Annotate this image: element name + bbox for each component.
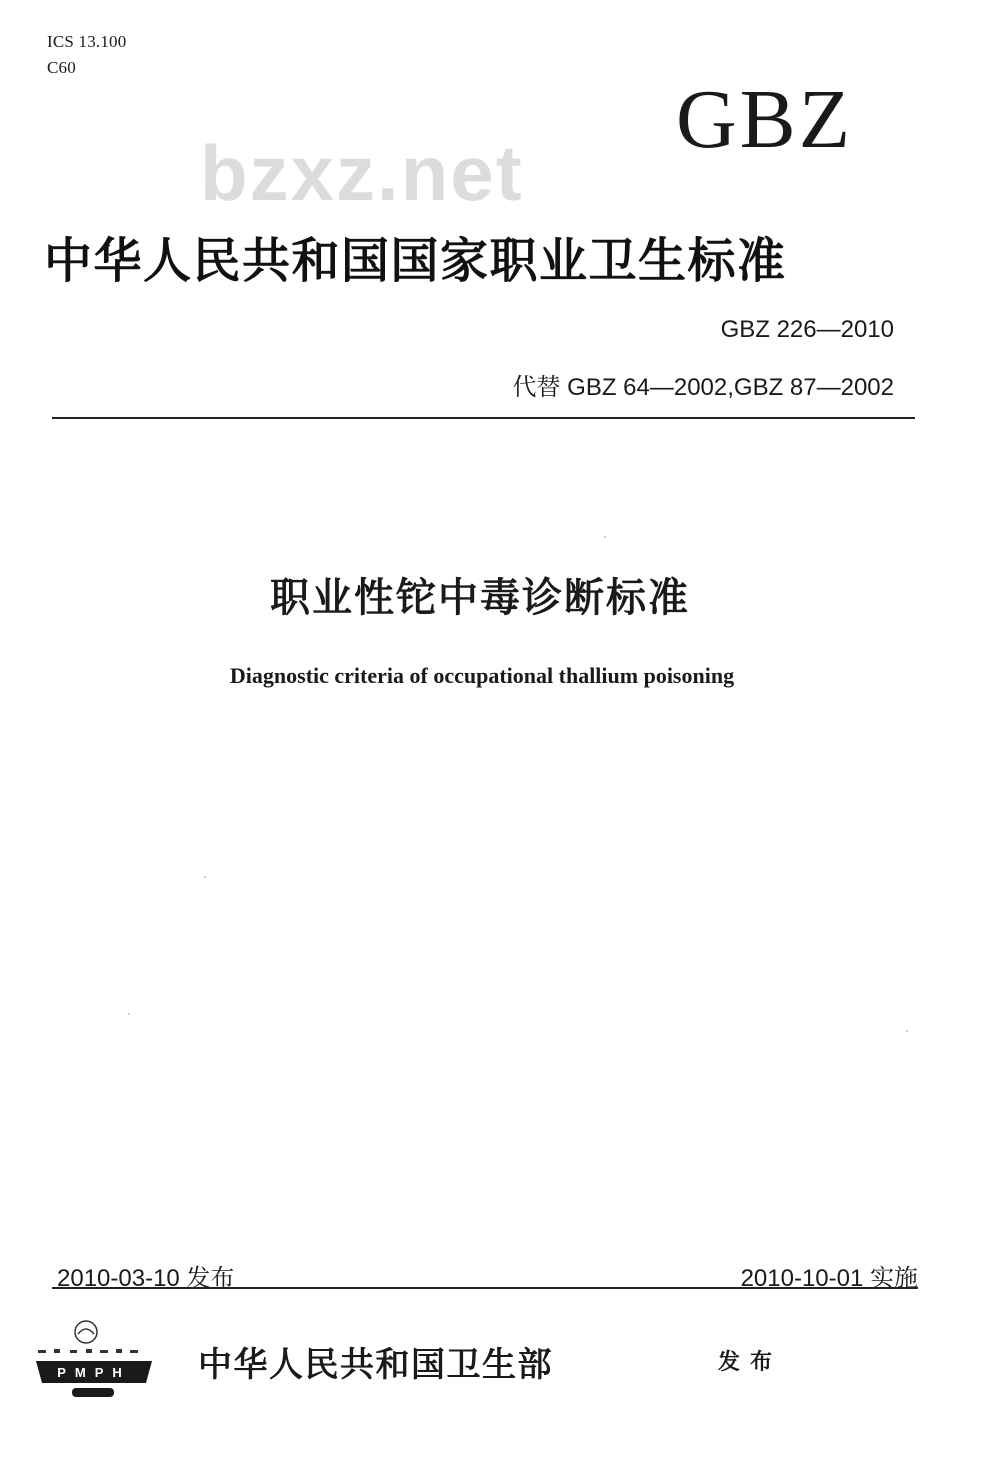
logo-script-mark <box>38 1349 138 1353</box>
document-title-english: Diagnostic criteria of occupational thallium poisoning <box>229 663 735 688</box>
document-title-chinese: 职业性铊中毒诊断标准 <box>270 575 690 621</box>
ics-code: ICS 13.100 <box>47 32 127 51</box>
issue-verb: 发布 <box>718 1350 783 1375</box>
gbz-logo: GBZ <box>676 73 853 166</box>
scan-speck <box>906 1030 908 1032</box>
replaced-standards: 代替 GBZ 64—2002,GBZ 87—2002 <box>512 374 894 401</box>
ccs-code: C60 <box>47 58 76 77</box>
logo-circle <box>75 1321 97 1343</box>
scan-speck <box>128 1013 130 1015</box>
watermark: bzxz.net <box>200 129 524 217</box>
standard-code: GBZ 226—2010 <box>720 316 894 343</box>
publish-date: 2010-03-10 发布 <box>57 1265 235 1292</box>
scan-speck <box>204 876 206 878</box>
logo-pmph-text: PMPH <box>57 1365 131 1380</box>
issuing-authority: 中华人民共和国卫生部 <box>198 1345 553 1385</box>
publisher-logo <box>32 1316 162 1406</box>
logo-tag <box>72 1388 114 1397</box>
scan-speck <box>604 536 606 538</box>
implementation-date: 2010-10-01 实施 <box>740 1265 918 1292</box>
standard-category-title: 中华人民共和国国家职业卫生标准 <box>44 233 787 289</box>
footer-divider <box>52 1287 918 1289</box>
header-divider <box>52 417 915 419</box>
